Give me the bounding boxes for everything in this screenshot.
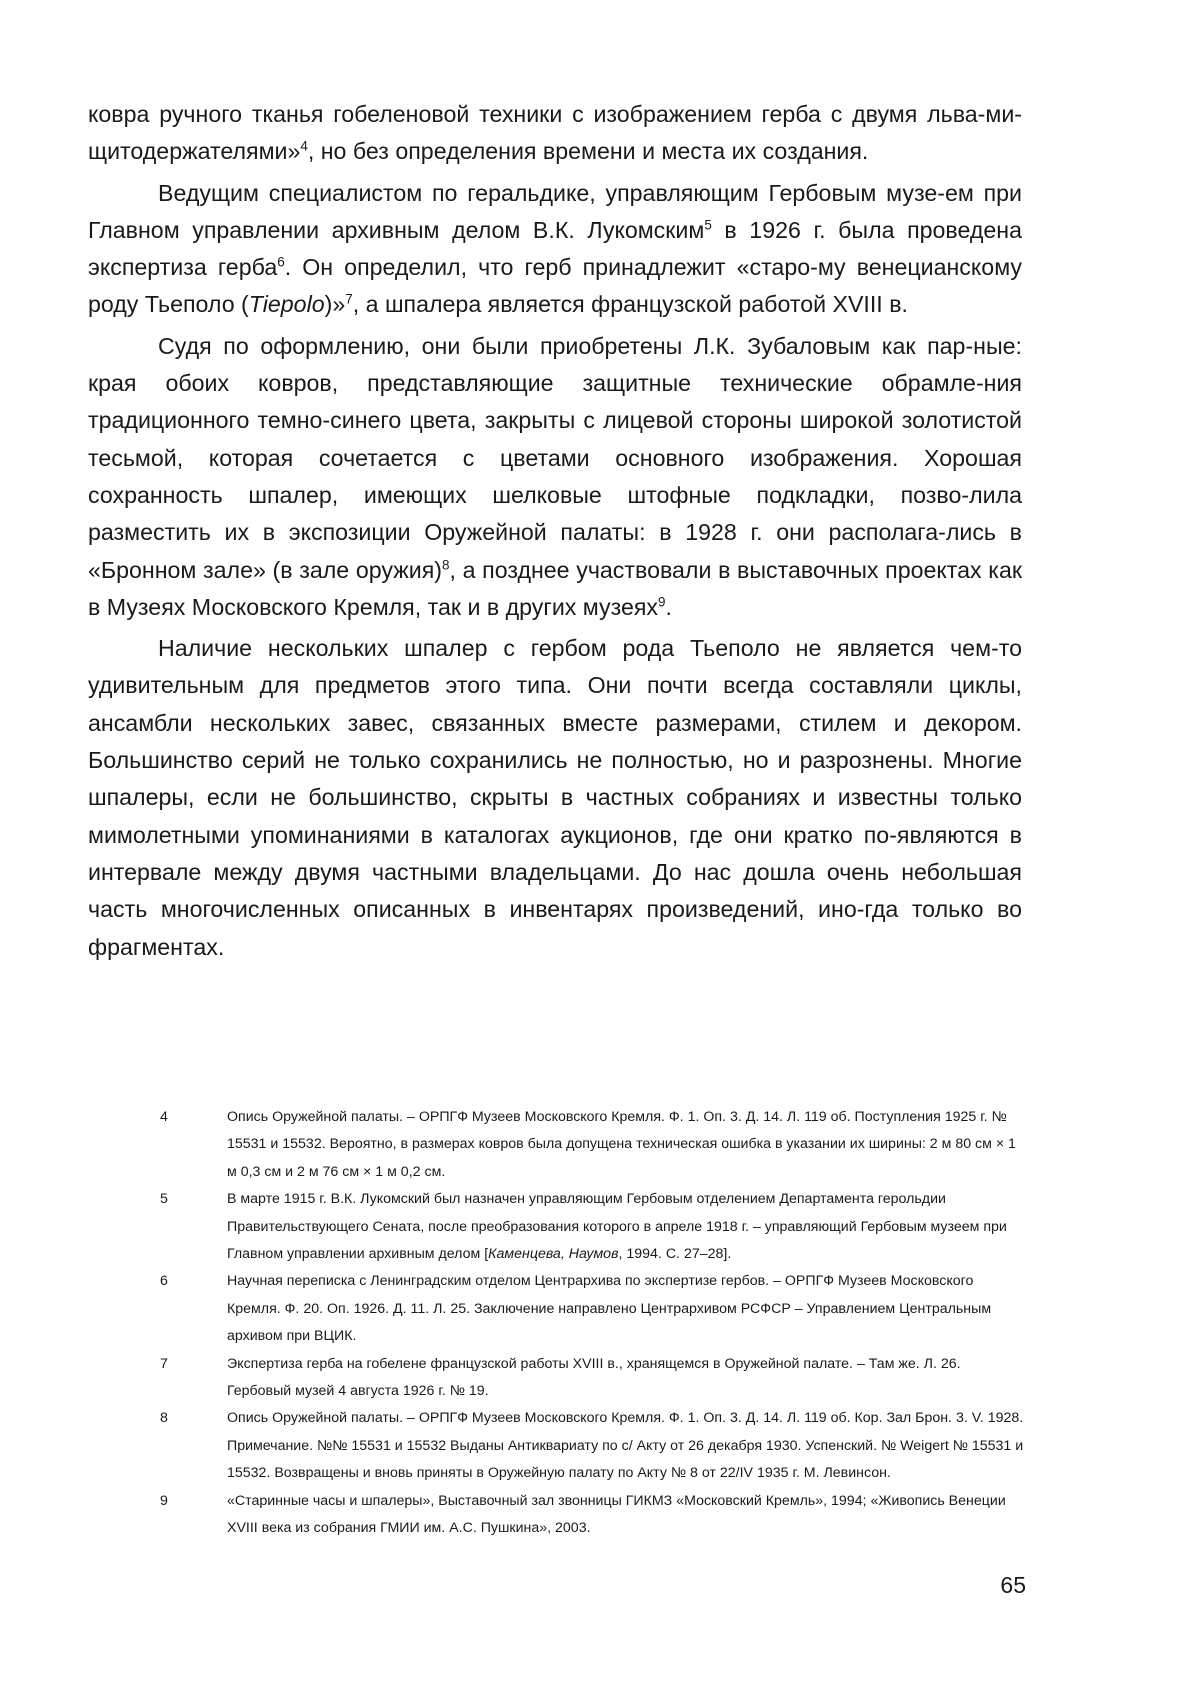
text-run: «Старинные часы и шпалеры», Выставочный зал звонницы ГИКМЗ «Московский Кремль», 1994; «Живопись Венеции XVIII века из собрания ГМИИ им. А.С. Пушкина», 2003. bbox=[227, 1492, 1006, 1537]
italic-text: Tiepolo bbox=[248, 291, 325, 318]
text-run: . bbox=[665, 593, 672, 620]
footnote-ref: 5 bbox=[704, 217, 712, 233]
footnote-text bbox=[227, 1268, 1028, 1350]
italic-text: Каменцева, Наумов bbox=[488, 1246, 619, 1263]
footnote bbox=[160, 1405, 1028, 1487]
text-run: )» bbox=[324, 291, 346, 318]
text-run: Судя по оформлению, они были приобретены Л.К. Зубаловым как пар-ные: края обоих ковров, представляющие защитные технические обрамле-ния традиционного темно-синего цвета, закрыты с лицевой стороны широкой золотистой тесьмой, которая сочетается с цветами основного изображения. Хорошая сохранность шпалер, имеющих шелковые штофные подкладки, позво-лила разместить их в экспозиции Оружейной палаты: в 1928 г. они располага-лись в «Бронном зале» (в зале оружия) bbox=[88, 332, 1022, 583]
footnotes bbox=[160, 1104, 1028, 1543]
footnote-number: 4 bbox=[160, 1109, 168, 1125]
footnote bbox=[160, 1186, 1028, 1268]
footnote-ref: 6 bbox=[277, 254, 285, 270]
footnote bbox=[160, 1351, 1028, 1406]
footnote-number: 5 bbox=[160, 1191, 168, 1208]
text-run: Экспертиза герба на гобелене французской работы XVIII в., хранящемся в Оружейной палате. – Там же. Л. 26. Гербовый музей 4 августа 1926 г. № 19. bbox=[227, 1355, 961, 1400]
paragraph bbox=[88, 328, 1022, 626]
footnote-number: 7 bbox=[160, 1355, 168, 1372]
footnote-ref: 4 bbox=[300, 138, 308, 154]
footnote-text bbox=[227, 1351, 1028, 1406]
footnote bbox=[160, 1268, 1028, 1350]
text-run: , а позднее участвовали в выставочных проектах как в Музеях Московского Кремля, так и в других музеях bbox=[88, 556, 1022, 620]
paragraph bbox=[88, 630, 1022, 966]
footnote-number: 6 bbox=[160, 1273, 168, 1290]
footnote-text bbox=[227, 1104, 1028, 1186]
paragraph bbox=[88, 96, 1022, 171]
text-run: Ведущим специалистом по геральдике, управляющим Гербовым музе-ем при Главном управлении архивным делом В.К. Лукомским bbox=[88, 179, 1022, 243]
footnote-text bbox=[227, 1405, 1028, 1487]
text-run: Научная переписка с Ленинградским отделом Центрархива по экспертизе гербов. – ОРПГФ Музеев Московского Кремля. Ф. 20. Оп. 1926. Д. 11. Л. 25. Заключение направлено Центрархивом РСФСР – Управлением Центральным архивом при ВЦИК. bbox=[227, 1273, 992, 1345]
footnote-ref: 9 bbox=[658, 594, 666, 610]
text-run: Опись Оружейной палаты. – ОРПГФ Музеев Московского Кремля. Ф. 1. Оп. 3. Д. 14. Л. 119 об. Кор. Зал Брон. 3. V. 1928. Примечание. №№ 15531 и 15532 Выданы Антиквариату по с/ Акту от 26 декабря 1930. Успенский. № Weigert № 15531 и 15532. Возвращены и вновь приняты в Оружейную палату по Акту № 8 от 22/IV 1935 г. М. Левинсон. bbox=[227, 1410, 1024, 1482]
footnote-text bbox=[227, 1186, 1028, 1268]
footnote-ref: 7 bbox=[345, 291, 353, 307]
footnote-number: 9 bbox=[160, 1492, 168, 1509]
main-text bbox=[88, 96, 1022, 966]
text-run: , но без определения времени и места их создания. bbox=[307, 138, 869, 165]
text-run: Наличие нескольких шпалер с гербом рода Тьеполо не является чем-то удивительным для предметов этого типа. Они почти всегда составляли циклы, ансамбли нескольких завес, связанных вместе размерами, стилем и декором. Большинство серий не только сохранились не полностью, но и разрознены. Многие шпалеры, если не большинство, скрыты в частных собраниях и известны только мимолетными упоминаниями в каталогах аукционов, где они кратко по-являются в интервале между двумя частными владельцами. До нас дошла очень небольшая часть многочисленных описанных в инвентарях произведений, ино-гда только во фрагментах. bbox=[88, 635, 1022, 960]
footnote bbox=[160, 1104, 1028, 1186]
text-run: ковра ручного тканья гобеленовой техники с изображением герба с двумя льва-ми-щитодержателями» bbox=[88, 101, 1022, 165]
paragraph bbox=[88, 175, 1022, 324]
text-run: , 1994. С. 27–28]. bbox=[618, 1246, 732, 1263]
footnote-text bbox=[227, 1488, 1028, 1543]
footnote bbox=[160, 1488, 1028, 1543]
text-run: Опись Оружейной палаты. – ОРПГФ Музеев Московского Кремля. Ф. 1. Оп. 3. Д. 14. Л. 119 об. Поступления 1925 г. № 15531 и 15532. Вероятно, в размерах ковров была допущена техническая ошибка в указании их ширины: 2 м 80 см × 1 м 0,3 см и 2 м 76 см × 1 м 0,2 см. bbox=[227, 1109, 1016, 1180]
text-run: В марте 1915 г. В.К. Лукомский был назначен управляющим Гербовым отделением Департамента герольдии Правительствующего Сената, после преобразования которого в апреле 1918 г. – управляющий Гербовым музеем при Главном управлении архивным делом [ bbox=[227, 1191, 1007, 1263]
page-number: 65 bbox=[1000, 1572, 1026, 1598]
footnote-number: 8 bbox=[160, 1410, 168, 1427]
text-run: , а шпалера является французской работой XVIII в. bbox=[352, 291, 908, 318]
text-run: в 1926 г. была проведена экспертиза герба bbox=[88, 216, 1022, 281]
footnote-ref: 8 bbox=[441, 556, 450, 572]
text-run: . Он определил, что герб принадлежит «старо-му венецианскому роду Тьеполо ( bbox=[88, 254, 1022, 318]
